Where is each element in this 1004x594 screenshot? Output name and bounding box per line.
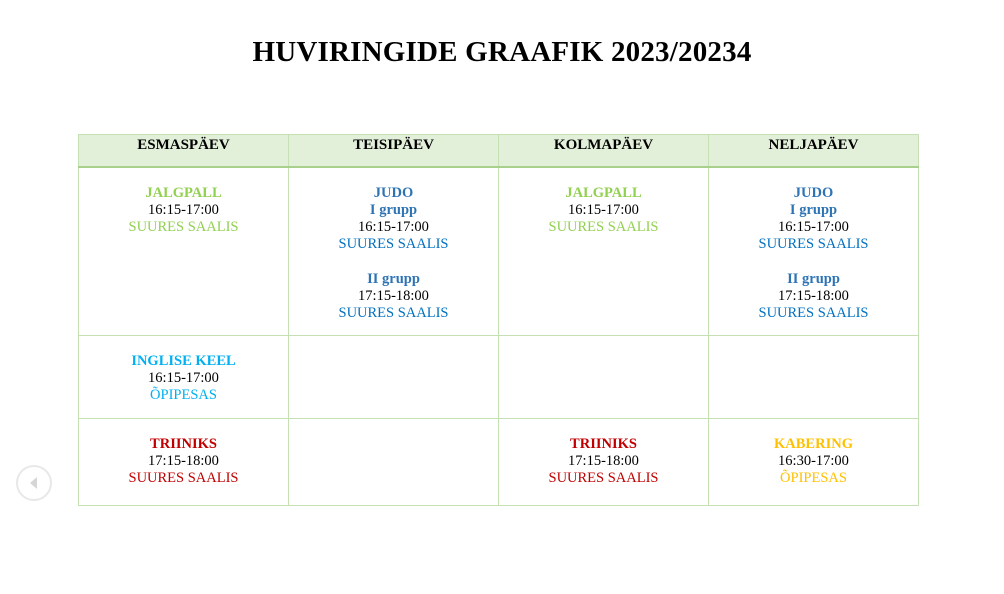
activity-group: I grupp <box>789 202 838 218</box>
activity-place: ÕPIPESAS <box>780 470 847 486</box>
activity-time: 17:15-18:00 <box>778 288 849 304</box>
activity-place: SUURES SAALIS <box>548 219 659 235</box>
page-title: HUVIRINGIDE GRAAFIK 2023/20234 <box>252 36 752 68</box>
activity-time: 16:15-17:00 <box>568 202 639 218</box>
activity-name: KABERING <box>774 436 853 452</box>
schedule-cell-empty <box>289 336 499 419</box>
activity-name: JUDO <box>373 185 414 201</box>
schedule-cell <box>709 419 919 506</box>
activity-place: SUURES SAALIS <box>758 305 869 321</box>
activity-time: 17:15-18:00 <box>358 288 429 304</box>
schedule-table <box>78 134 919 506</box>
chevron-left-icon <box>27 476 41 490</box>
activity-place: ÕPIPESAS <box>150 387 217 403</box>
table-row <box>79 419 919 506</box>
schedule-cell <box>499 419 709 506</box>
table-row <box>79 336 919 419</box>
schedule-cell-empty <box>499 336 709 419</box>
activity-place: SUURES SAALIS <box>128 470 239 486</box>
schedule-cell <box>79 336 289 419</box>
activity-time: 17:15-18:00 <box>568 453 639 469</box>
activity-time: 16:15-17:00 <box>778 219 849 235</box>
schedule-cell <box>289 167 499 336</box>
schedule-cell-empty <box>289 419 499 506</box>
activity-time: 17:15-18:00 <box>148 453 219 469</box>
activity-place: SUURES SAALIS <box>338 236 449 252</box>
activity-group: II grupp <box>787 271 840 287</box>
activity-place: SUURES SAALIS <box>128 219 239 235</box>
activity-time: 16:15-17:00 <box>358 219 429 235</box>
schedule-cell-empty <box>709 336 919 419</box>
day-header-tuesday: TEISIPÄEV <box>289 135 499 168</box>
header-row <box>79 135 919 168</box>
day-header-thursday: NELJAPÄEV <box>709 135 919 168</box>
day-header-monday: ESMASPÄEV <box>79 135 289 168</box>
activity-name: TRIINIKS <box>150 436 217 452</box>
schedule-cell <box>709 167 919 336</box>
activity-place: SUURES SAALIS <box>548 470 659 486</box>
activity-time: 16:15-17:00 <box>148 202 219 218</box>
activity-place: SUURES SAALIS <box>338 305 449 321</box>
schedule-cell <box>79 167 289 336</box>
previous-slide-button[interactable] <box>16 465 52 501</box>
activity-time: 16:15-17:00 <box>148 370 219 386</box>
activity-name: JALGPALL <box>145 185 222 201</box>
activity-group: II grupp <box>367 271 420 287</box>
day-header-wednesday: KOLMAPÄEV <box>499 135 709 168</box>
activity-name: TRIINIKS <box>570 436 637 452</box>
table-row <box>79 167 919 336</box>
schedule-cell <box>499 167 709 336</box>
activity-name: JUDO <box>793 185 834 201</box>
schedule-cell <box>79 419 289 506</box>
activity-name: INGLISE KEEL <box>131 353 236 369</box>
activity-name: JALGPALL <box>565 185 642 201</box>
activity-place: SUURES SAALIS <box>758 236 869 252</box>
activity-time: 16:30-17:00 <box>778 453 849 469</box>
activity-group: I grupp <box>369 202 418 218</box>
